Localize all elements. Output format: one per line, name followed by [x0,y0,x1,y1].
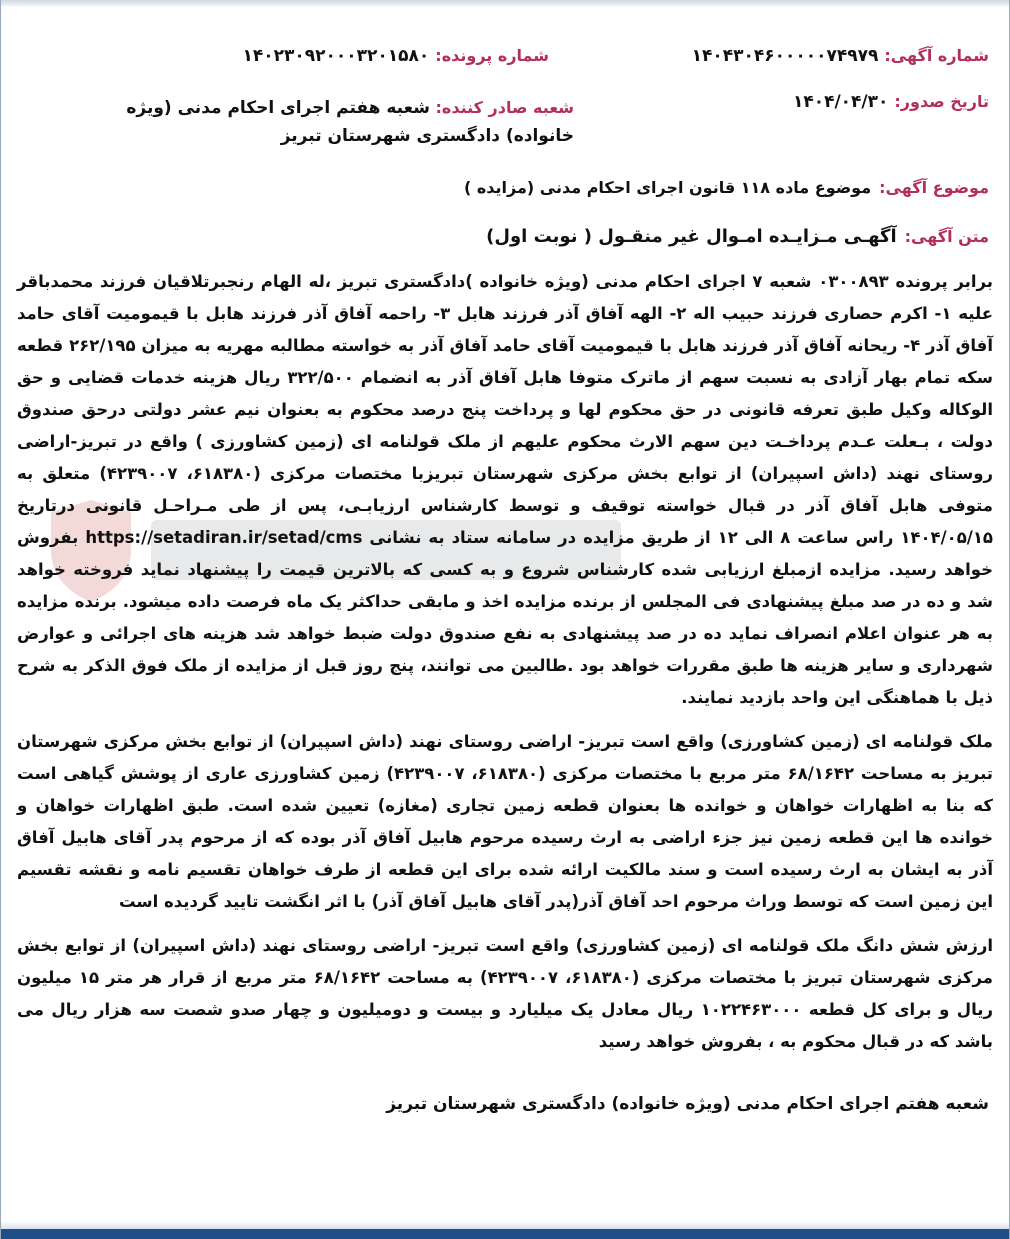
notice-paragraph-2: ملک قولنامه ای (زمین کشاورزی) واقع است تبریز- اراضی روستای نهند (داش اسپیران) از توابع بخش مرکزی شهرستان تبریز به مساحت ۶۸/۱۶۴۲ متر مربع با مختصات مرکزی (۶۱۸۳۸۰، ۴۲۳۹۰۰۷) زمین کشاورزی عاری از پوشش گیاهی است که بنا به اظهارات خواهان و خوانده ها بعنوان قطعه زمین تجاری (مغازه) تعیین شده است. طبق اظهارات خواهان و خوانده ها این قطعه زمین نیز جزء اراضی به ارث رسیده مرحوم هابیل آفاق آذر بوده که از مرحوم پدر آقای هابیل آفاق آذر به ایشان به ارث رسیده است و سند مالکیت ارائه شده برای این قطعه از طرف خواهان تقسیم نامه و نقشه تقسیم این زمین است که توسط وراث مرحوم احد آفاق آذر(پدر آقای هابیل آفاق آذر) با اثر انگشت تایید گردیده است [17,732,994,911]
issue-date [793,92,989,112]
issuing-branch [54,94,574,150]
body-title: آگهـی مـزایـده امـوال غیر منقـول ( نوبت اول) [486,226,897,247]
notice-paragraph-3: ارزش شش دانگ ملک قولنامه ای (زمین کشاورزی) واقع است تبریز- اراضی روستای نهند (داش اسپیران) از توابع بخش مرکزی شهرستان تبریز با مختصات مرکزی (۶۱۸۳۸۰، ۴۲۳۹۰۰۷) به مساحت ۶۸/۱۶۴۲ متر مربع از قرار هر متر ۱۵ میلیون ریال و برای کل قطعه ۱۰۲۲۴۶۳۰۰۰ ریال معادل یک میلیارد و بیست و دومیلیون و چهار صدو شصت سه هزار ریال می باشد که در قبال محکوم به ، بفروش خواهد رسید [17,936,993,1051]
issuing-branch-value: شعبه هفتم اجرای احکام مدنی (ویژه خانواده) دادگستری شهرستان تبریز [126,98,574,146]
notice-subject [21,178,989,197]
bottom-shadow [1,1221,1009,1229]
case-number [243,46,549,66]
case-number-label: شماره پرونده: [435,46,549,65]
notice-number [692,46,989,66]
notice-number-value: ۱۴۰۴۳۰۴۶۰۰۰۰۰۷۴۹۷۹ [691,46,879,66]
subject-label: موضوع آگهی: [879,178,989,197]
issue-date-value: ۱۴۰۴/۰۴/۳۰ [792,92,889,112]
notice-header [21,40,989,170]
bottom-bar [1,1229,1009,1239]
notice-content [17,266,993,1070]
top-rule [1,0,1009,6]
body-label: متن آگهی: [904,227,989,246]
issuing-branch-label: شعبه صادر کننده: [435,98,574,117]
issue-date-label: تاریخ صدور: [894,92,989,111]
case-number-value: ۱۴۰۲۳۰۹۲۰۰۰۳۲۰۱۵۸۰ [242,46,430,66]
subject-value: موضوع ماده ۱۱۸ قانون اجرای احکام مدنی (مزایده ) [463,178,872,197]
notice-body-heading [21,226,989,247]
notice-number-label: شماره آگهی: [884,46,989,65]
notice-paragraph-1: برابر پرونده ۰۳۰۰۸۹۳ شعبه ۷ اجرای احکام مدنی (ویژه خانواده )دادگستری تبریز ،له الهام رنجبرتلاقیان فرزند محمدباقر علیه ۱- اکرم حصاری فرزند حبیب اله ۲- الهه آفاق آذر فرزند هابل ۳- راحمه آفاق آذر فرزند هابل با قیمومیت آقای حامد آفاق آذر ۴- ریحانه آفاق آذر فرزند هابل با قیمومیت آقای حامد آفاق آذر به خواسته مطالبه مهریه به میزان ۲۶۲/۱۹۵ قطعه سکه تمام بهار آزادی به نسبت سهم از ماترک متوفا هابل آفاق آذر به انضمام ۳۲۲/۵۰۰ ریال هزینه خدمات قضایی و حق الوکاله وکیل طبق تعرفه قانونی در حق محکوم لها و پرداخت پنج درصد محکوم به بعنوان نیم عشر دولتی درحق صندوق دولت ، بـعلت عـدم پرداخـت دین سهم الارث محکوم علیهم از ملک قولنامه ای (زمین کشاورزی ) واقع در تبریز-اراضی روستای نهند (داش اسپیران) از توابع بخش مرکزی شهرستان تبریزبا مختصات مرکزی (۶۱۸۳۸۰، ۴۲۳۹۰۰۷) متعلق به متوفی هابل آفاق آذر در قبال خواسته توقیف و توسط کارشناس ارزیابـی، پس از طی مـراحـل قانونی درتاریخ ۱۴۰۴/۰۵/۱۵ راس ساعت ۸ الی ۱۲ از طریق مزایده در سامانه ستاد به نشانی https://setadiran.ir/setad/cms بفروش خواهد رسید. مزایده ازمبلغ ارزیابی شده کارشناس شروع و به کسی که بالاترین قیمت را پیشنهاد نماید فروخته خواهد شد و ده در صد مبلغ پیشنهادی فی المجلس از برنده مزایده اخذ و مابقی حداکثر یک ماه فرصت داده میشود. برنده مزایده به هر عنوان اعلام انصراف نماید ده در صد پیشنهادی به نفع صندوق دولت ضبط خواهد شد هزینه های اجرائی و عوارض شهرداری و سایر هزینه ها طبق مقررات خواهد بود .طالبین می توانند، پنج روز قبل از مزایده از ملک فوق الذکر به شرح ذیل با هماهنگی این واحد بازدید نمایند. [17,272,994,707]
signature-branch: شعبه هفتم اجرای احکام مدنی (ویژه خانواده) دادگستری شهرستان تبریز [386,1094,989,1114]
